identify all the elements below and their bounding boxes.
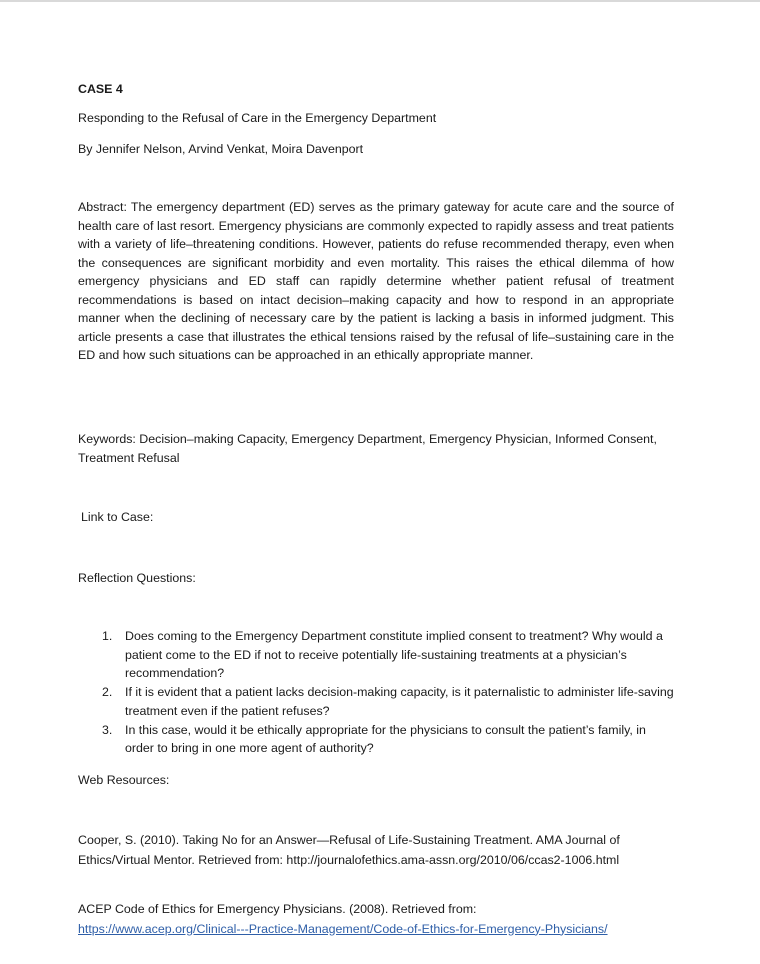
question-number: 3. xyxy=(102,722,113,737)
reflection-questions-heading: Reflection Questions: xyxy=(78,571,196,585)
question-item xyxy=(78,721,674,758)
question-number: 2. xyxy=(102,685,113,700)
reference-cooper: Cooper, S. (2010). Taking No for an Answer—Refusal of Life-Sustaining Treatment. AMA Journal of Ethics/Virtual Mentor. Retrieved from: http://journalofethics.ama-assn.org/2010/06/ccas2-1006.html xyxy=(78,833,620,867)
reference-acep xyxy=(78,900,674,939)
question-text: In this case, would it be ethically appropriate for the physicians to consult the patient’s family, in order to bring in one more agent of authority? xyxy=(125,722,646,756)
acep-ethics-link[interactable]: https://www.acep.org/Clinical---Practice-Management/Code-of-Ethics-for-Emergency-Physicians/ xyxy=(78,921,608,936)
abstract-paragraph: Abstract: The emergency department (ED) serves as the primary gateway for acute care and the source of health care of last resort. Emergency physicians are commonly expected to rapidly assess and treat patients with a variety of life–threatening conditions. However, patients do refuse recommended therapy, even when the consequences are significant morbidity and even mortality. This raises the ethical dilemma of how emergency physicians and ED staff can rapidly determine whether patient refusal of treatment recommendations is based on intact decision–making capacity and how to respond in an appropriate manner when the declining of necessary care by the patient is lacking a basis in informed judgment. This article presents a case that illustrates the ethical tensions raised by the refusal of life–sustaining care in the ED and how such situations can be approached in an ethically appropriate manner. xyxy=(78,200,674,362)
reflection-questions-list xyxy=(78,627,674,758)
link-to-case-label: Link to Case: xyxy=(81,510,154,524)
question-item xyxy=(78,627,674,683)
question-text: If it is evident that a patient lacks decision-making capacity, is it paternalistic to administer life-saving treatment even if the patient refuses? xyxy=(125,685,674,718)
keywords-paragraph: Keywords: Decision–making Capacity, Emergency Department, Emergency Physician, Informed Consent, Treatment Refusal xyxy=(78,432,657,465)
web-resources-heading: Web Resources: xyxy=(78,773,170,787)
case-label: CASE 4 xyxy=(78,82,123,96)
article-title: Responding to the Refusal of Care in the Emergency Department xyxy=(78,111,437,125)
page-top-border xyxy=(0,0,760,2)
question-item xyxy=(78,683,674,720)
question-number: 1. xyxy=(102,629,113,643)
reference-acep-text: ACEP Code of Ethics for Emergency Physicians. (2008). Retrieved from: xyxy=(78,902,477,916)
question-text: Does coming to the Emergency Department constitute implied consent to treatment? Why would a patient come to the ED if not to receive potentially life-sustaining treatments at a physician’s recommendation? xyxy=(125,629,663,681)
authors-line: By Jennifer Nelson, Arvind Venkat, Moira Davenport xyxy=(78,142,364,156)
